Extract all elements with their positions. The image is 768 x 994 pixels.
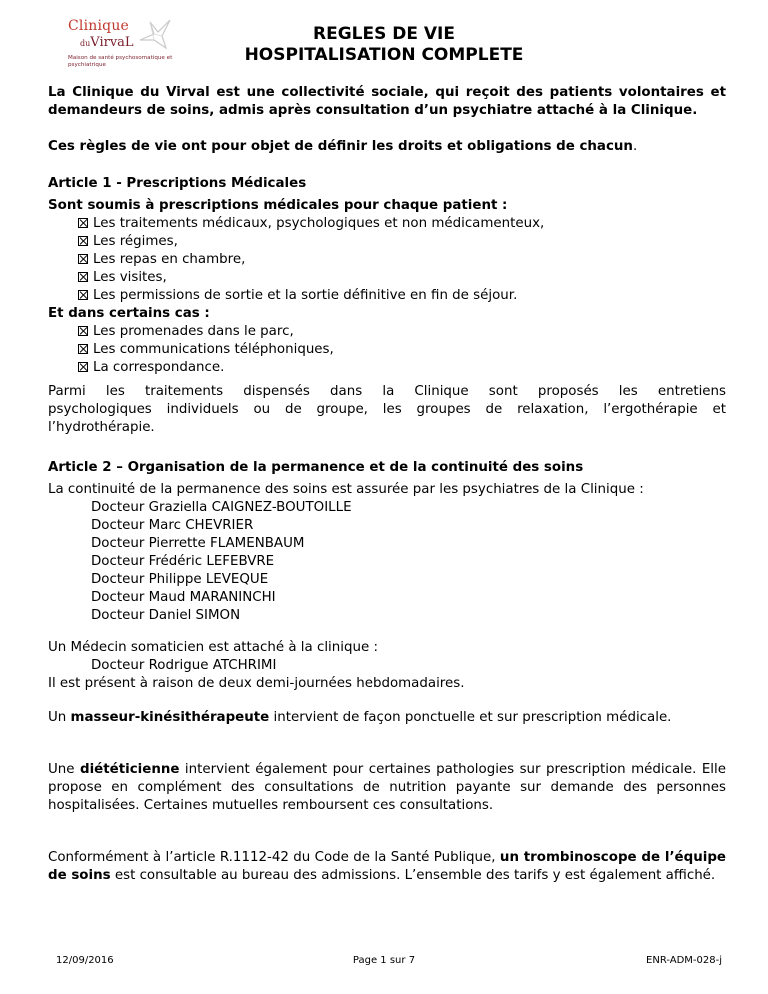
logo-line2: duVirvaL	[80, 35, 134, 50]
checkbox-x-icon	[78, 362, 88, 372]
title-line2: HOSPITALISATION COMPLETE	[244, 45, 524, 65]
list-item: Les régimes,	[78, 233, 756, 251]
doctor-item: Docteur Daniel SIMON	[91, 608, 241, 623]
checkbox-x-icon	[78, 236, 88, 246]
trombinoscope-paragraph: Conformément à l’article R.1112-42 du Code de la Santé Publique, un trombinoscope de l’équipe de soins est consultable au bureau des admissions. L’ensemble des tarifs y est également affiché.	[48, 850, 726, 883]
article1-treatments-paragraph: Parmi les traitements dispensés dans la Clinique sont proposés les entretiens psychologiques individuels ou de groupe, les groupes de relaxation, l’ergothérapie et l’hydrothérapie.	[48, 384, 726, 435]
list-item: Les communications téléphoniques,	[78, 341, 756, 359]
doctor-list	[48, 499, 768, 625]
dietitian-paragraph: Une diététicienne intervient également pour certaines pathologies sur prescription médicale. Elle propose en complément des consultations de nutrition payante sur demande des personnes hospitalisées. Certaines mutuelles remboursent ces consultations.	[48, 762, 726, 813]
article1-subheading-cases: Et dans certains cas :	[48, 306, 210, 321]
somatic-doctor-intro: Un Médecin somaticien est attaché à la clinique :	[48, 640, 378, 655]
footer-reference: ENR-ADM-028-j	[646, 955, 722, 966]
list-item: Les promenades dans le parc,	[78, 323, 756, 341]
article1-list-patient	[48, 215, 756, 305]
checkbox-x-icon	[78, 218, 88, 228]
doctor-item: Docteur Philippe LEVEQUE	[91, 572, 269, 587]
page-title	[0, 24, 768, 66]
doctor-item: Docteur Maud MARANINCHI	[91, 590, 276, 605]
checkbox-x-icon	[78, 272, 88, 282]
article1-subheading-patient: Sont soumis à prescriptions médicales pour chaque patient :	[48, 198, 508, 213]
intro-rules-statement: Ces règles de vie ont pour objet de définir les droits et obligations de chacun.	[48, 139, 638, 154]
masseur-paragraph: Un masseur-kinésithérapeute intervient de façon ponctuelle et sur prescription médicale.	[48, 710, 672, 725]
checkbox-x-icon	[78, 326, 88, 336]
list-item: Les repas en chambre,	[78, 251, 756, 269]
logo-line1: Clinique	[68, 18, 130, 34]
logo-subtitle: Maison de santé psychosomatique et psychiatrique	[68, 55, 173, 68]
article1-list-cases	[48, 323, 756, 377]
doctor-item: Docteur Pierrette FLAMENBAUM	[91, 536, 305, 551]
somatic-doctor-name: Docteur Rodrigue ATCHRIMI	[91, 658, 277, 673]
list-item: Les traitements médicaux, psychologiques et non médicamenteux,	[78, 215, 756, 233]
list-item: Les visites,	[78, 269, 756, 287]
somatic-doctor-presence: Il est présent à raison de deux demi-journées hebdomadaires.	[48, 676, 465, 691]
doctor-item: Docteur Frédéric LEFEBVRE	[91, 554, 275, 569]
doctor-item: Docteur Marc CHEVRIER	[91, 518, 254, 533]
article2-intro: La continuité de la permanence des soins est assurée par les psychiatres de la Clinique :	[48, 482, 644, 497]
checkbox-x-icon	[78, 254, 88, 264]
article1-heading: Article 1 - Prescriptions Médicales	[48, 176, 307, 191]
checkbox-x-icon	[78, 344, 88, 354]
checkbox-x-icon	[78, 290, 88, 300]
intro-paragraph: La Clinique du Virval est une collectivité sociale, qui reçoit des patients volontaires et demandeurs de soins, admis après consultation d’un psychiatre attaché à la Clinique.	[48, 85, 726, 118]
footer-date: 12/09/2016	[56, 955, 114, 966]
doctor-item: Docteur Graziella CAIGNEZ-BOUTOILLE	[91, 500, 352, 515]
article2-heading: Article 2 – Organisation de la permanence et de la continuité des soins	[48, 460, 584, 475]
list-item: La correspondance.	[78, 359, 756, 377]
footer-page-number: Page 1 sur 7	[352, 955, 416, 966]
list-item: Les permissions de sortie et la sortie définitive en fin de séjour.	[78, 287, 756, 305]
title-line1: REGLES DE VIE	[312, 24, 455, 44]
